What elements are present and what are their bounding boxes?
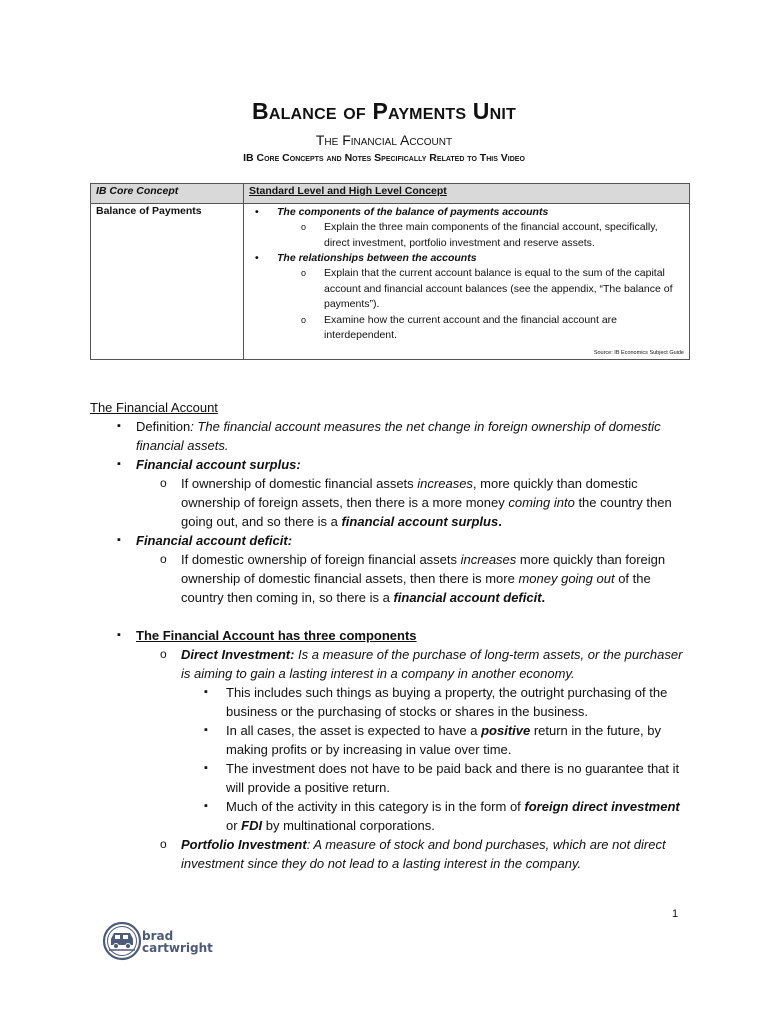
text-run: FDI	[241, 818, 263, 833]
surplus-label: ▪ Financial account surplus:	[90, 455, 690, 474]
definition-text: : The financial account measures the net change in foreign ownership of domestic financial assets.	[136, 419, 661, 453]
direct-investment-item	[90, 645, 690, 683]
logo-text-line2: cartwright	[142, 941, 213, 955]
text-run: increases	[417, 476, 473, 491]
concept-table	[90, 183, 690, 360]
definition-item	[90, 417, 690, 455]
text-run: money going out	[518, 571, 615, 586]
notes-body	[90, 398, 690, 873]
portfolio-investment-label: Portfolio Investment	[181, 837, 307, 852]
row-concept: Balance of Payments	[91, 204, 244, 360]
text-run: positive	[481, 723, 531, 738]
text-run: .	[541, 590, 546, 605]
concept-bullet: • The relationships between the accounts	[249, 251, 684, 266]
list-item	[90, 797, 690, 835]
col1-header: IB Core Concept	[91, 184, 244, 204]
page-title: Balance of Payments Unit	[252, 98, 516, 124]
source-note: Source: IB Economics Subject Guide	[593, 349, 684, 356]
text-run: If ownership of domestic financial assets	[181, 476, 418, 491]
text-run: foreign direct investment	[524, 799, 680, 814]
deficit-label: ▪ Financial account deficit:	[90, 531, 690, 550]
text-run: financial account deficit	[393, 590, 542, 605]
page-subtitle: The Financial Account	[315, 132, 453, 148]
text-run: .	[498, 514, 502, 529]
page-subsubtitle: IB Core Concepts and Notes Specifically Related to This Video	[243, 152, 525, 164]
text-run: or	[226, 818, 242, 833]
page-number: 1	[672, 908, 679, 920]
text-run: financial account surplus	[341, 514, 499, 529]
direct-investment-text: Is a measure of the purchase of long-term assets, or the purchaser is aiming to gain a lasting interest in a company in another economy.	[181, 647, 683, 681]
brand-logo	[102, 918, 212, 964]
portfolio-investment-item	[90, 835, 690, 873]
text-run: coming into	[508, 495, 575, 510]
concept-sub-item: o Explain that the current account balance is equal to the sum of the capital account and financial account balances (see the appendix, “The balance of payments”).	[249, 266, 684, 313]
list-item	[90, 721, 690, 759]
portfolio-investment-text: : A measure of stock and bond purchases, which are not direct investment since they do not lead to a lasting interest in the company.	[181, 837, 666, 871]
text-run: of the country then coming in, so there is a	[181, 571, 651, 605]
text-run: , more quickly than domestic ownership of foreign assets, then there is a more money	[181, 476, 638, 510]
surplus-explanation	[90, 474, 690, 531]
list-item: ▪ This includes such things as buying a property, the outright purchasing of the business or the purchasing of stocks or shares in the business.	[90, 683, 690, 721]
text-run: increases	[460, 552, 517, 567]
text-run: In all cases, the asset is expected to have a	[226, 723, 482, 738]
text-run: Much of the activity in this category is in the form of	[226, 799, 525, 814]
text-run: return in the future, by making profits or by increasing in value over time.	[226, 723, 662, 757]
van-logo-icon	[102, 918, 142, 964]
section-heading: The Financial Account	[90, 400, 218, 415]
concept-bullet: • The components of the balance of payments accounts	[249, 205, 684, 220]
concept-sub-item: o Explain the three main components of the financial account, specifically, direct investment, portfolio investment and reserve assets.	[249, 220, 684, 251]
text-run: by multinational corporations.	[262, 818, 435, 833]
concept-details	[244, 204, 690, 360]
text-run: the country then going out, and so there is a	[181, 495, 672, 529]
text-run: more quickly than foreign ownership of domestic financial assets, then there is more	[181, 552, 666, 586]
table-row	[91, 204, 690, 360]
list-item: ▪ The investment does not have to be paid back and there is no guarantee that it will provide a positive return.	[90, 759, 690, 797]
table-header-row	[91, 184, 690, 204]
deficit-explanation	[90, 550, 690, 607]
direct-investment-label: Direct Investment:	[181, 647, 295, 662]
col2-header: Standard Level and High Level Concept	[244, 184, 690, 204]
text-run: If domestic ownership of foreign financial assets	[181, 552, 461, 567]
components-heading: ▪ The Financial Account has three components	[90, 626, 690, 645]
definition-label: Definition	[136, 419, 191, 434]
logo-text-line1: brad	[142, 929, 174, 943]
concept-sub-item: o Examine how the current account and the financial account are interdependent.	[249, 313, 684, 344]
